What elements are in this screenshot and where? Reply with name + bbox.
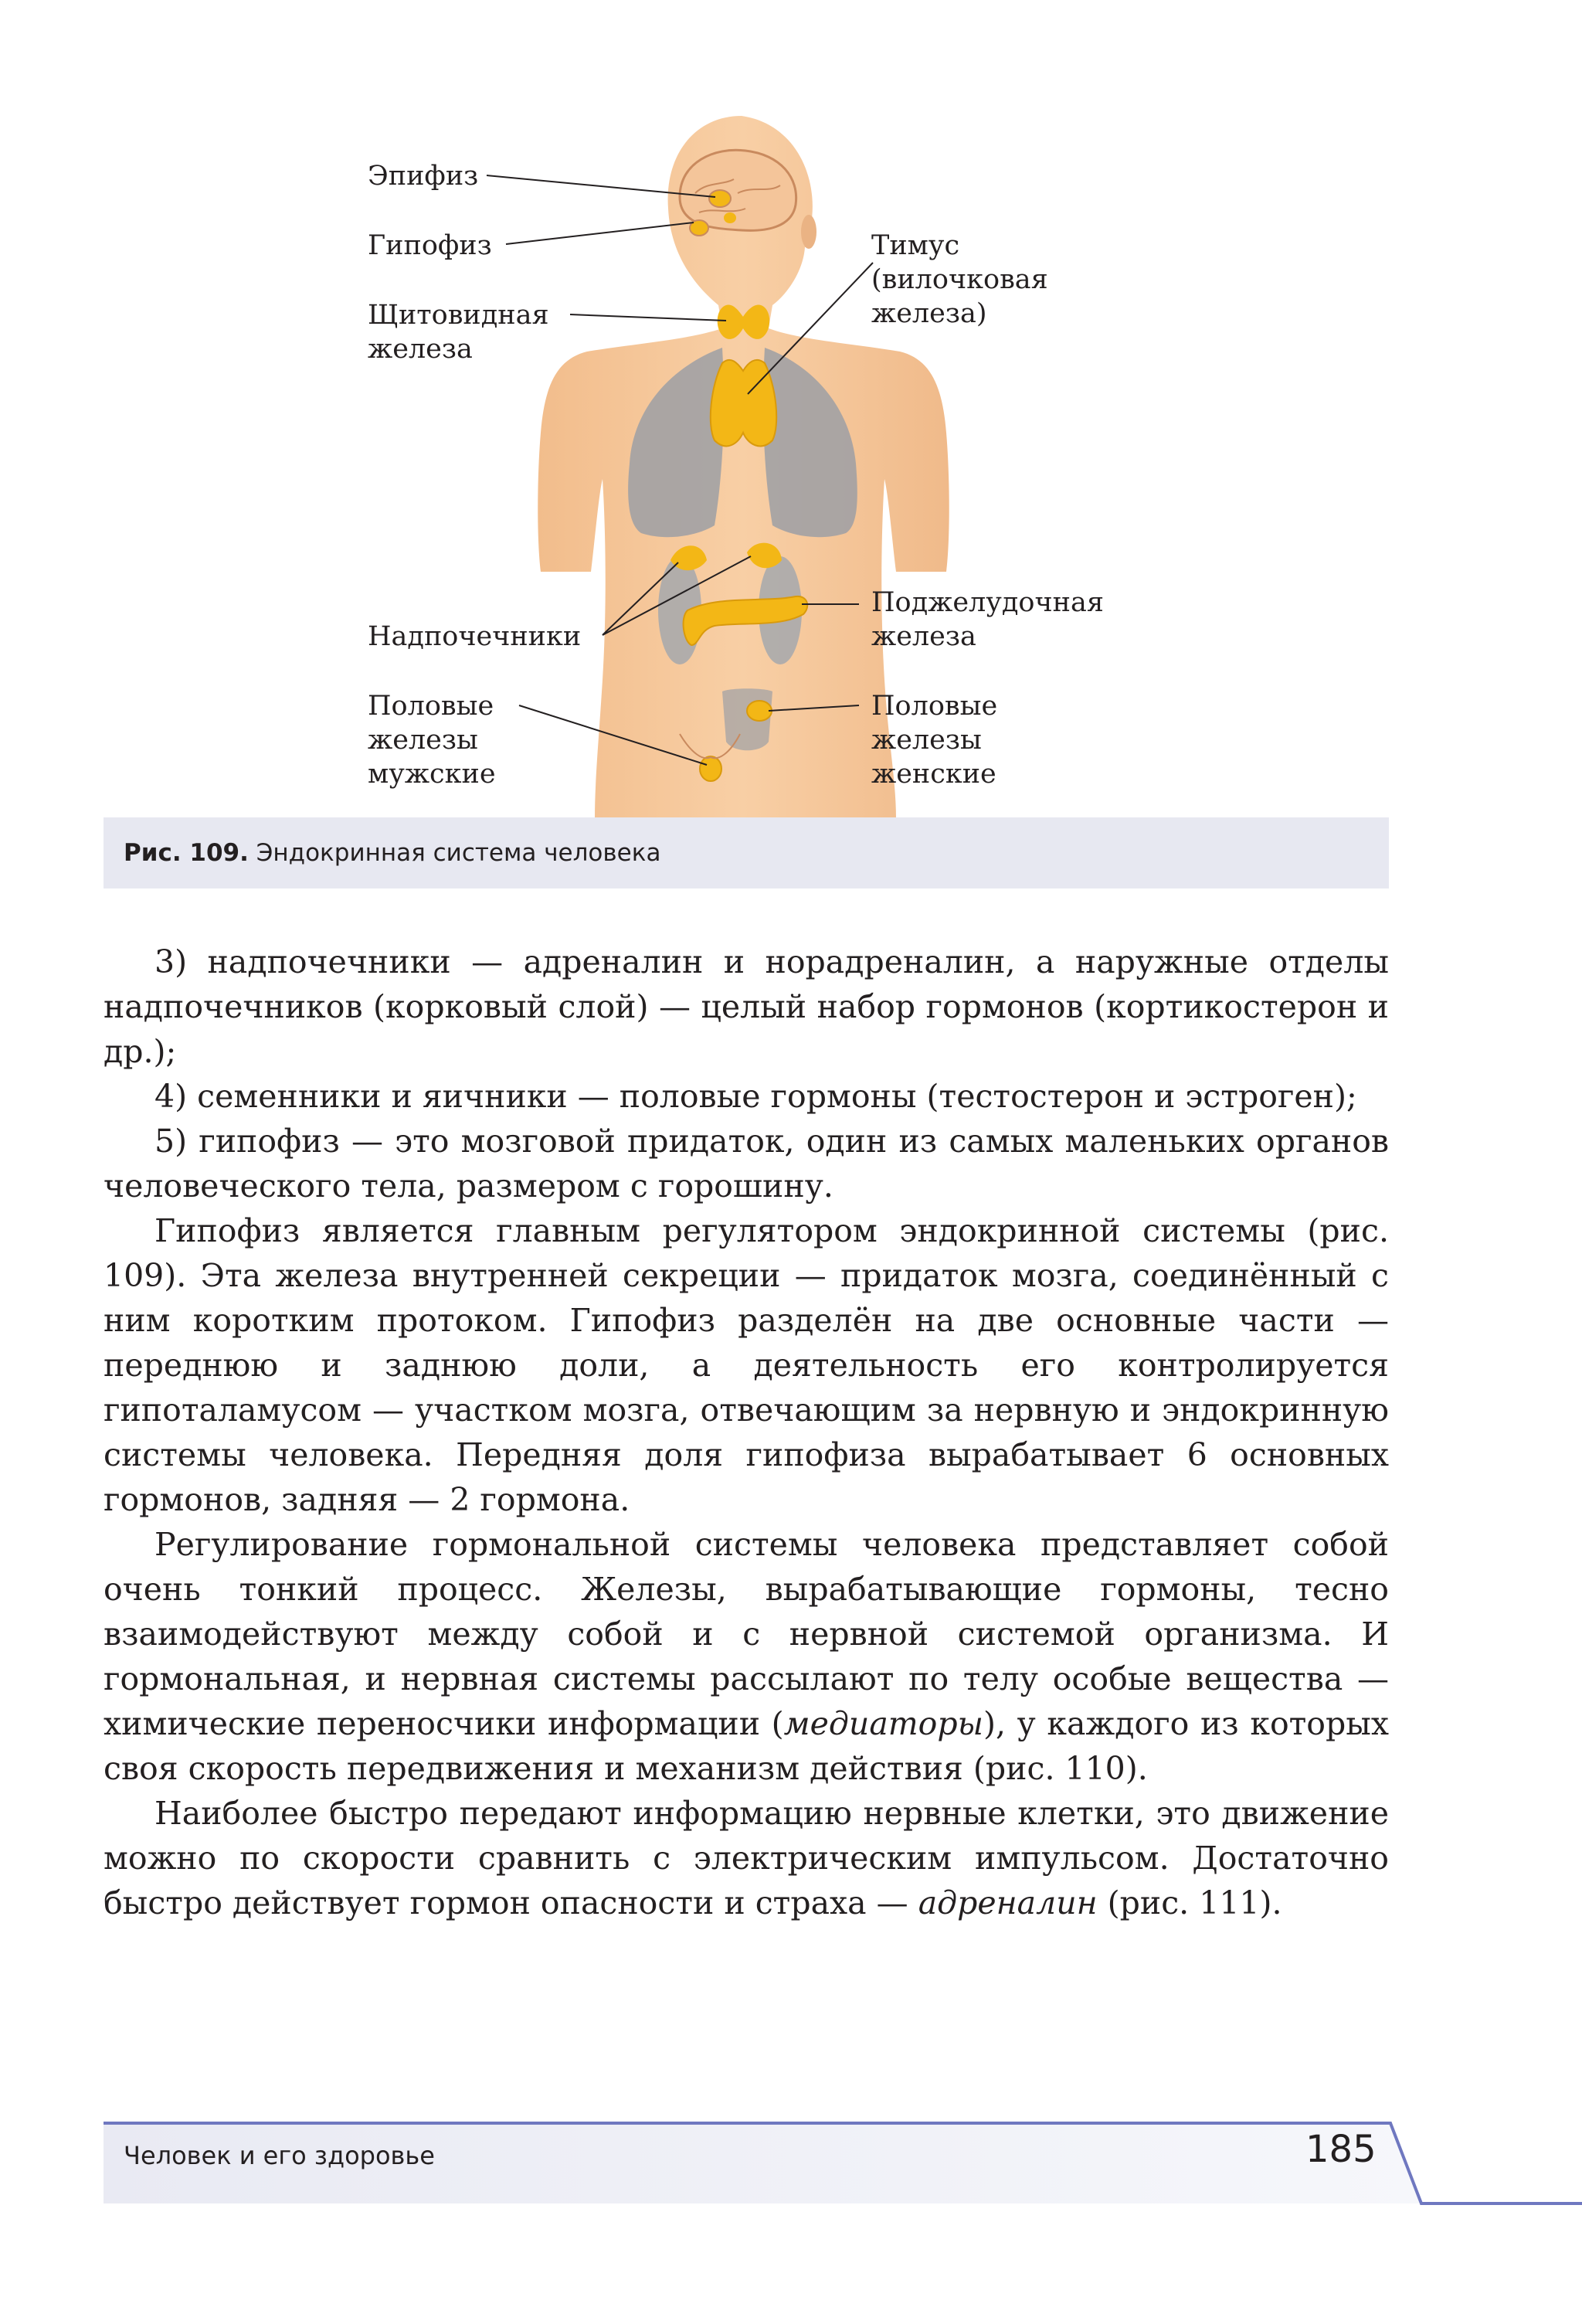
- paragraph-text: ), у каждого из которых своя скорость передвижения и механизм действия (рис. 110).: [104, 1705, 1389, 1787]
- paragraph: [104, 1791, 1389, 1925]
- epiphysis-gland: [709, 190, 731, 207]
- figure-title: Эндокринная система человека: [248, 839, 661, 867]
- paragraph: [104, 1522, 1389, 1791]
- section-title: Человек и его здоровье: [124, 2141, 435, 2170]
- paragraph: 5) гипофиз — это мозговой придаток, один из самых маленьких органов человеческого тела, размером с горошину.: [104, 1123, 1389, 1204]
- brain-outline: [680, 150, 796, 230]
- term-mediators: медиаторы: [783, 1705, 983, 1742]
- paragraph: Гипофиз является главным регулятором эндокринной системы (рис. 109). Эта железа внутренней секреции — придаток мозга, соединённый с ним коротким протоком. Гипофиз разделён на две основные части — переднюю и заднюю доли, а деятельность его контролируется гипоталамусом — участком мозга, отвечающим за нервную и эндокринную системы человека. Передняя доля гипофиза вырабатывает 6 основных гормонов, задняя — 2 гормона.: [104, 1212, 1389, 1518]
- thymus-gland: [711, 360, 776, 447]
- figure-number: Рис. 109.: [124, 839, 249, 867]
- figure-caption: [104, 817, 1389, 888]
- label-epiphysis: Эпифиз: [368, 161, 479, 192]
- paragraph-text: (рис. 111).: [1097, 1884, 1282, 1921]
- paragraph: 4) семенники и яичники — половые гормоны (тестостерон и эстроген);: [154, 1078, 1357, 1115]
- paragraph-text: Наиболее быстро передают информацию нервные клетки, это движение можно по скорости сравнить с электрическим импульсом. Достаточно быстро действует гормон опасности и страха —: [104, 1795, 1389, 1921]
- label-gonads-female: Половые железы женские: [871, 691, 998, 790]
- page-number: 185: [1305, 2128, 1377, 2171]
- label-hypophysis: Гипофиз: [368, 230, 492, 261]
- paragraph-text: Регулирование гормональной системы человека представляет собой очень тонкий процесс. Железы, вырабатывающие гормоны, тесно взаимодействуют между собой и с нервной системой организма. И гормональная, и нервная системы рассылают по телу особые вещества — химические переносчики информации (: [104, 1526, 1389, 1742]
- figure-caption-text: [124, 836, 660, 870]
- label-gonads-male: Половые железы мужские: [368, 691, 496, 790]
- paragraph: 3) надпочечники — адреналин и норадреналин, а наружные отделы надпочечников (корковый слой) — целый набор гормонов (кортикостерон и др.);: [104, 943, 1389, 1070]
- endocrine-system-illustration: [0, 0, 1582, 819]
- body-text: [104, 939, 1389, 1925]
- male-gonad: [700, 756, 721, 781]
- term-adrenaline: адреналин: [918, 1884, 1098, 1921]
- label-thyroid: Щитовидная железа: [368, 300, 549, 365]
- female-gonad: [747, 701, 772, 721]
- label-adrenals: Надпочечники: [368, 621, 582, 652]
- label-thymus: Тимус (вилочковая железа): [871, 230, 1048, 329]
- label-pancreas: Поджелудочная железа: [871, 587, 1104, 652]
